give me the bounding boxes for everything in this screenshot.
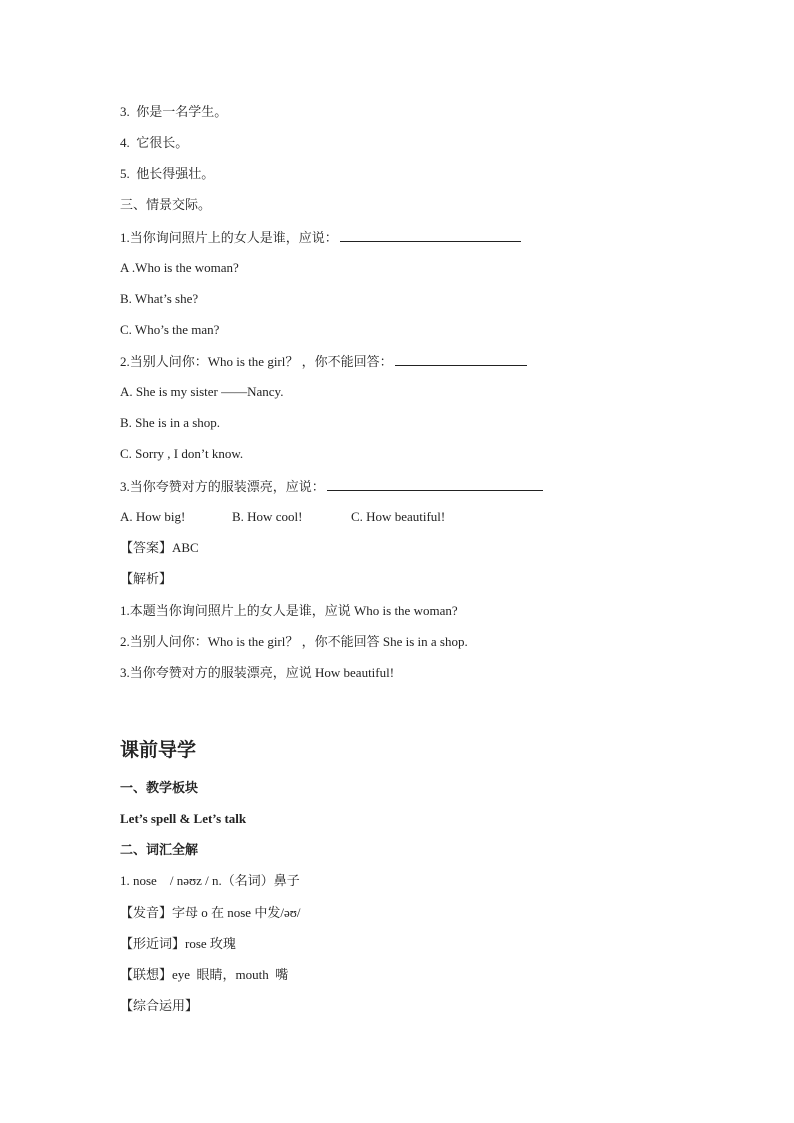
question-1 (120, 229, 521, 246)
sentence-item-5: 5. 他长得强壮。 (120, 166, 215, 181)
question-2 (120, 353, 527, 370)
sentence-item-3: 3. 你是一名学生。 (120, 104, 228, 119)
vocab-usage: 【综合运用】 (120, 998, 199, 1013)
q3-option-b: B. How cool! (232, 509, 303, 524)
vocab-word-nose: 1. nose / nəʊz / n.（名词）鼻子 (120, 873, 300, 888)
vocab-similar-word: 【形近词】rose 玫瑰 (120, 936, 236, 951)
q3-option-a: A. How big! (120, 509, 186, 524)
question-3 (120, 478, 543, 495)
question-2-prompt: 2.当别人问你：Who is the girl？ ，你不能回答： (120, 354, 393, 369)
answer-blank-2 (395, 353, 527, 366)
analysis-line-1: 1.本题当你询问照片上的女人是谁，应说 Who is the woman? (120, 603, 458, 618)
q3-option-c: C. How beautiful! (351, 509, 446, 524)
teaching-block-item: Let’s spell & Let’s talk (120, 811, 247, 826)
q1-option-c: C. Who’s the man? (120, 322, 220, 337)
question-3-prompt: 3.当你夸赞对方的服装漂亮，应说： (120, 479, 325, 494)
q1-option-b: B. What’s she? (120, 291, 199, 306)
vocab-pronunciation: 【发音】字母 o 在 nose 中发/əʊ/ (120, 905, 301, 920)
analysis-line-2: 2.当别人问你：Who is the girl？ ，你不能回答 She is in a shop. (120, 634, 468, 649)
q2-option-b: B. She is in a shop. (120, 415, 221, 430)
q2-option-a: A. She is my sister ——Nancy. (120, 384, 284, 399)
analysis-line-3: 3.当你夸赞对方的服装漂亮，应说 How beautiful! (120, 665, 395, 680)
q2-option-c: C. Sorry , I don’t know. (120, 446, 244, 461)
sentence-item-4: 4. 它很长。 (120, 135, 189, 150)
answer-blank-3 (327, 478, 543, 491)
section-heading-preview: 课前导学 (120, 740, 197, 761)
q3-options (120, 509, 445, 525)
answer-blank-1 (340, 229, 521, 242)
q1-option-a: A .Who is the woman? (120, 260, 239, 275)
subheading-teaching-block: 一、教学板块 (120, 780, 199, 795)
subheading-vocabulary: 二、词汇全解 (120, 842, 199, 857)
answer-line: 【答案】ABC (120, 540, 199, 555)
analysis-title: 【解析】 (120, 571, 173, 586)
question-1-prompt: 1.当你询问照片上的女人是谁，应说： (120, 230, 338, 245)
section-title-situational: 三、情景交际。 (120, 197, 212, 212)
vocab-association: 【联想】eye 眼睛，mouth 嘴 (120, 967, 289, 982)
